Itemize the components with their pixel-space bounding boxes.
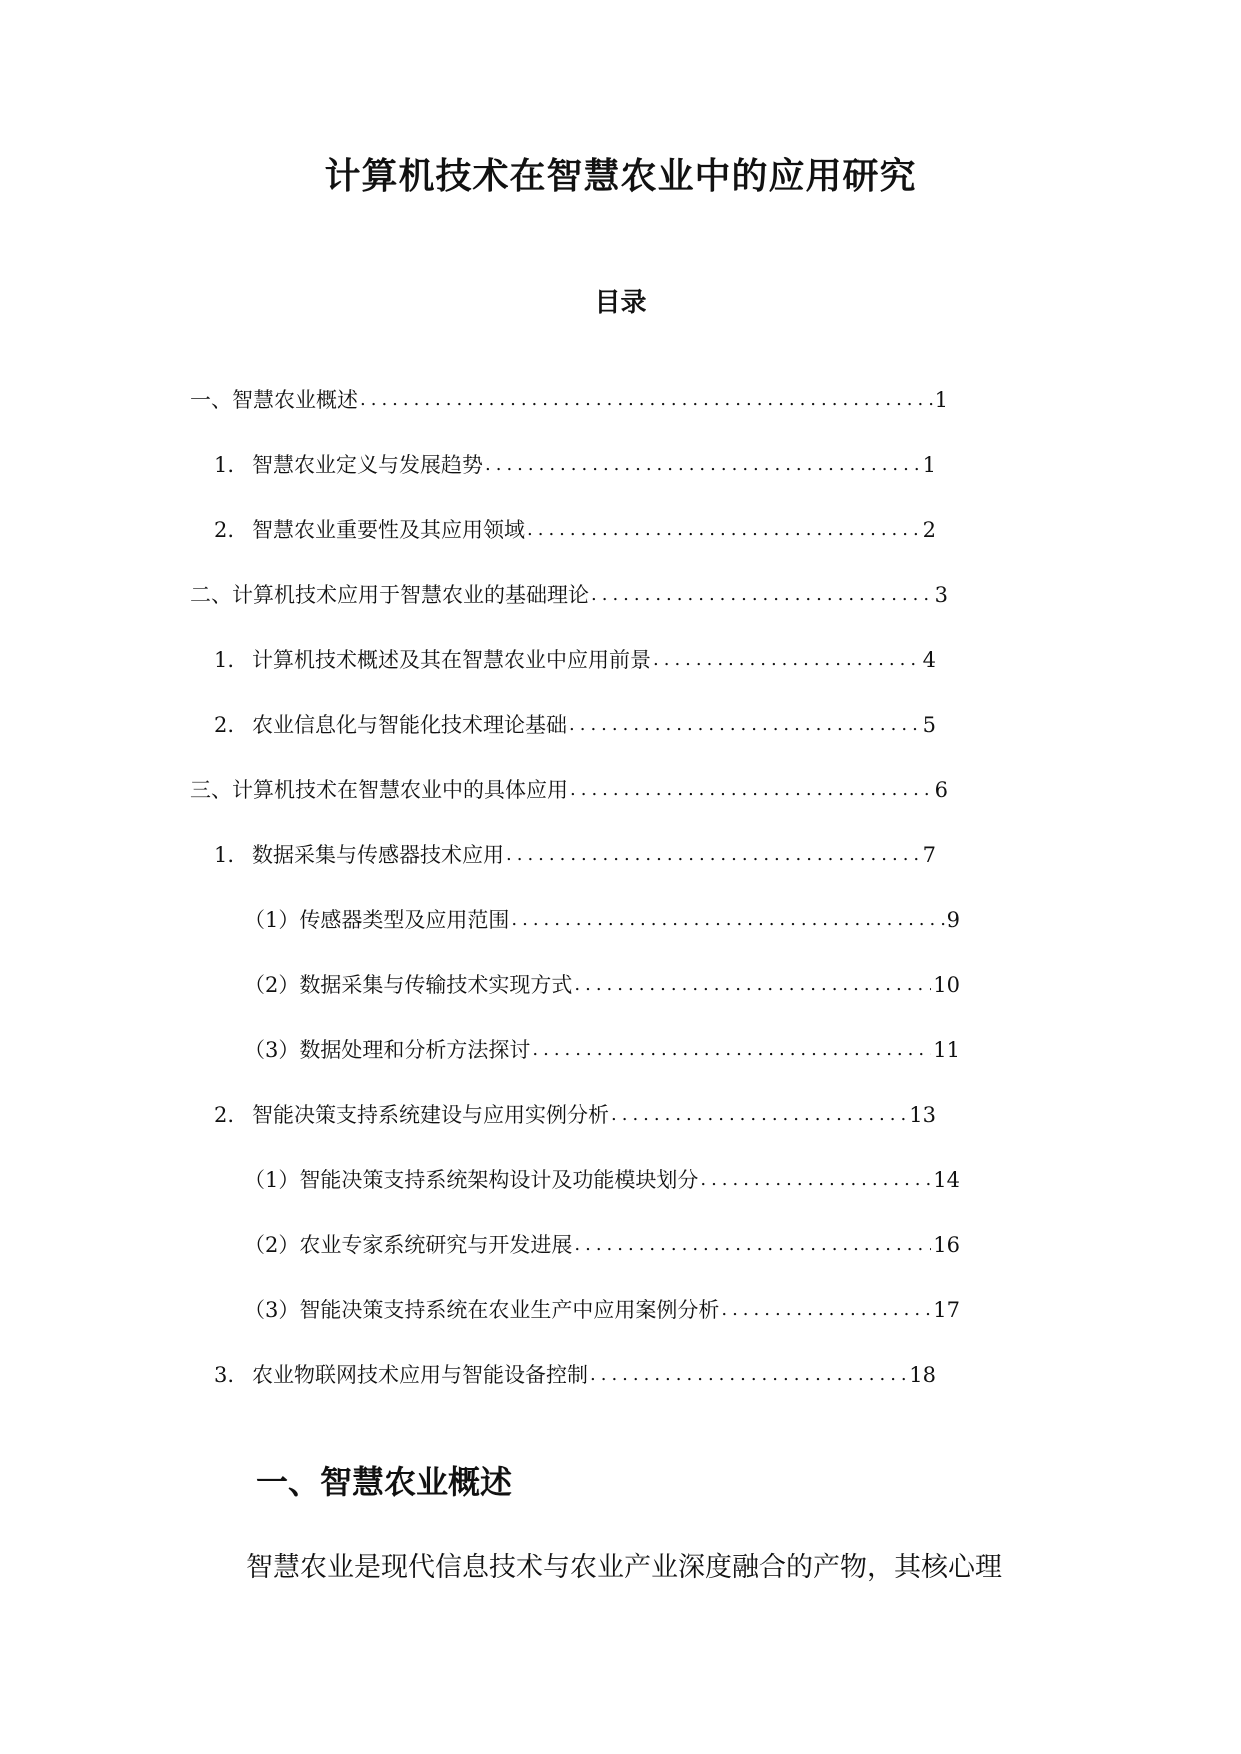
toc-entry-page: 1 (934, 388, 948, 412)
toc-entry-text: （1）智能决策支持系统架构设计及功能模块划分 (244, 1168, 699, 1192)
toc-entry-number: 3. (214, 1363, 235, 1387)
toc-heading: 目录 (594, 288, 647, 318)
toc-entry-page: 2 (922, 518, 936, 542)
toc-entry-text: 农业物联网技术应用与智能设备控制 (252, 1363, 588, 1387)
toc-entry-page: 14 (933, 1168, 960, 1192)
toc-entry-page: 16 (933, 1233, 960, 1257)
toc-entry-number: 1. (214, 648, 235, 672)
toc-entry-number: 2. (214, 1103, 235, 1127)
toc-entry-text: 智慧农业定义与发展趋势 (252, 453, 483, 477)
toc-leader-dots (588, 1359, 907, 1391)
toc-leader-dots (719, 1294, 931, 1326)
toc-leader-dots (698, 1164, 931, 1196)
toc-entry[interactable] (244, 1294, 960, 1326)
toc-entry-number: 2. (214, 713, 235, 737)
toc-entry-page: 17 (933, 1298, 960, 1322)
toc-entry[interactable] (190, 579, 948, 611)
toc-entry-text: 一、智慧农业概述 (190, 388, 358, 412)
toc-entry[interactable] (244, 969, 960, 1001)
toc-entry-text: （2）数据采集与传输技术实现方式 (244, 973, 573, 997)
toc-entry-text: 农业信息化与智能化技术理论基础 (252, 713, 567, 737)
toc-entry-text: 二、计算机技术应用于智慧农业的基础理论 (190, 583, 589, 607)
toc-entry-page: 18 (909, 1363, 936, 1387)
toc-entry-page: 5 (922, 713, 936, 737)
toc-entry-text: 计算机技术概述及其在智慧农业中应用前景 (252, 648, 651, 672)
toc-entry[interactable] (214, 709, 936, 741)
toc-entry-text: 智慧农业重要性及其应用领域 (252, 518, 525, 542)
toc-entry-text: 智能决策支持系统建设与应用实例分析 (252, 1103, 609, 1127)
toc-entry-page: 4 (922, 648, 936, 672)
toc-leader-dots (589, 579, 933, 611)
toc-leader-dots (568, 774, 933, 806)
section-heading: 一、智慧农业概述 (256, 1463, 513, 1501)
toc-entry-text: （1）传感器类型及应用范围 (244, 908, 510, 932)
toc-leader-dots (651, 644, 921, 676)
toc-entry[interactable] (244, 904, 960, 936)
toc-leader-dots (358, 384, 933, 416)
toc-entry-text: （3）数据处理和分析方法探讨 (244, 1038, 531, 1062)
toc-entry[interactable] (190, 774, 948, 806)
toc-leader-dots (567, 709, 921, 741)
toc-leader-dots (609, 1099, 907, 1131)
toc-leader-dots (530, 1034, 931, 1066)
body-paragraph: 智慧农业是现代信息技术与农业产业深度融合的产物，其核心理 (246, 1552, 1002, 1583)
toc-entry[interactable] (214, 1359, 936, 1391)
toc-leader-dots (572, 1229, 931, 1261)
toc-entry-page: 1 (922, 453, 936, 477)
toc-entry[interactable] (214, 1099, 936, 1131)
toc-entry[interactable] (214, 644, 936, 676)
toc-entry-page: 7 (922, 843, 936, 867)
toc-leader-dots (525, 514, 921, 546)
toc-entry-page: 13 (909, 1103, 936, 1127)
toc-leader-dots (509, 904, 944, 936)
toc-entry-text: （2）农业专家系统研究与开发进展 (244, 1233, 573, 1257)
toc-entry-page: 3 (934, 583, 948, 607)
toc-leader-dots (483, 449, 921, 481)
toc-entry-page: 6 (934, 778, 948, 802)
toc-leader-dots (572, 969, 931, 1001)
toc-entry-text: 三、计算机技术在智慧农业中的具体应用 (190, 778, 568, 802)
toc-entry-page: 10 (933, 973, 960, 997)
toc-entry[interactable] (244, 1229, 960, 1261)
toc-entry[interactable] (190, 384, 948, 416)
toc-entry-text: （3）智能决策支持系统在农业生产中应用案例分析 (244, 1298, 720, 1322)
toc-entry[interactable] (244, 1164, 960, 1196)
toc-entry[interactable] (244, 1034, 960, 1066)
toc-entry-number: 2. (214, 518, 235, 542)
toc-entry[interactable] (214, 514, 936, 546)
toc-entry[interactable] (214, 839, 936, 871)
toc-entry-text: 数据采集与传感器技术应用 (252, 843, 504, 867)
toc-entry[interactable] (214, 449, 936, 481)
toc-entry-page: 9 (946, 908, 960, 932)
toc-leader-dots (504, 839, 921, 871)
toc-entry-number: 1. (214, 453, 235, 477)
toc-entry-number: 1. (214, 843, 235, 867)
toc-entry-page: 11 (933, 1038, 960, 1062)
document-title: 计算机技术在智慧农业中的应用研究 (324, 155, 917, 197)
